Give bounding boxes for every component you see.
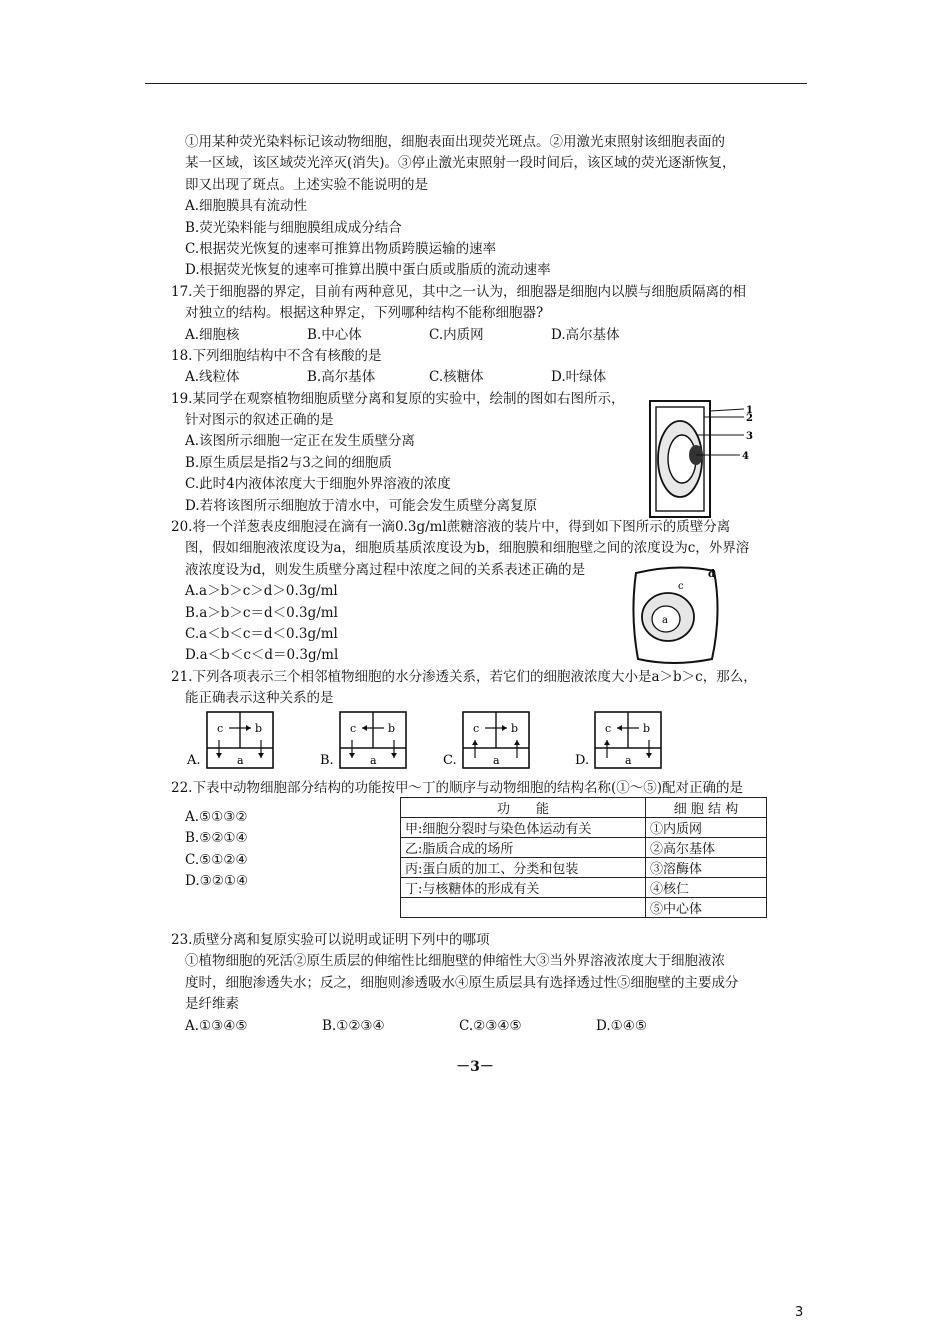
q20-option-c: C.a＜b＜c＝d＜0.3g/ml (185, 625, 338, 642)
q17-option-c: C.内质网 (429, 326, 484, 343)
q18-option-d: D.叶绿体 (551, 369, 607, 386)
q19-option-d: D.若将该图所示细胞放于清水中，可能会发生质壁分离复原 (185, 497, 538, 514)
table-cell: ①内质网 (646, 818, 767, 838)
arrow-head (617, 725, 622, 731)
q21-option-d-figure (575, 712, 661, 768)
arrow-head (258, 753, 264, 758)
q22-options (185, 807, 248, 893)
q17-stem-2: 对独立的结构。根据这种界定，下列哪种结构不能称细胞器? (185, 305, 544, 322)
table-row (401, 898, 767, 918)
table-header-row (401, 798, 767, 818)
page-number-center: －3－ (456, 1059, 494, 1075)
q17-option-a: A.细胞核 (185, 326, 240, 343)
q21-option-a-figure (186, 712, 273, 768)
table-cell: ③溶酶体 (646, 858, 767, 878)
q19-cell-figure (640, 393, 760, 523)
q23-block (171, 930, 795, 1037)
page-number-corner: 3 (795, 1305, 804, 1320)
cell-label-c: c (350, 722, 357, 735)
q16-option-b: B.荧光染料能与细胞膜组成成分结合 (185, 219, 402, 236)
q22-option-a: A.⑤①③② (185, 809, 248, 825)
cell-label-c: c (605, 722, 612, 735)
q19-option-a: A.该图所示细胞一定正在发生质壁分离 (185, 433, 416, 450)
cell-label-b: b (255, 722, 263, 735)
q23-option-a: A.①③④⑤ (185, 1017, 248, 1034)
q21-figures (185, 710, 685, 772)
arrow-head (646, 753, 652, 758)
arrow-head (514, 740, 520, 745)
q18-option-c: C.核糖体 (429, 369, 484, 386)
q20-cell-figure (628, 563, 728, 668)
q16-option-a: A.细胞膜具有流动性 (185, 198, 308, 215)
cell-label-a: a (625, 754, 632, 767)
q19-option-c: C.此时4内液体浓度大于细胞外界溶液的浓度 (185, 476, 451, 493)
table-cell: ②高尔基体 (646, 838, 767, 858)
q20-stem-3: 液浓度设为d，则发生质壁分离过程中浓度之间的关系表述正确的是 (185, 561, 586, 578)
table-row (401, 878, 767, 898)
table-cell: 丙:蛋白质的加工、分类和包装 (401, 858, 646, 878)
q19-stem-1: 19.某同学在观察植物细胞质壁分离和复原的实验中，绘制的图如右图所示， (171, 390, 625, 407)
table-cell: ⑤中心体 (646, 898, 767, 918)
q18-options (185, 367, 795, 388)
q23-option-d: D.①④⑤ (596, 1017, 647, 1034)
cell-label-a: a (370, 754, 377, 767)
fig19-label-4: 4 (742, 451, 749, 462)
q22-stem: 22.下表中动物细胞部分结构的功能按甲～丁的顺序与动物细胞的结构名称(①～⑤)配对正确的是 (171, 780, 744, 796)
q17-option-d: D.高尔基体 (551, 326, 620, 343)
q18-stem: 18.下列细胞结构中不含有核酸的是 (171, 347, 382, 364)
q16-stem-3: 即又出现了斑点。上述实验不能说明的是 (185, 176, 428, 193)
cell-label-b: b (511, 722, 519, 735)
table-cell: ④核仁 (646, 878, 767, 898)
q21-stem-1: 21.下列各项表示三个相邻植物细胞的水分渗透关系，若它们的细胞液浓度大小是a＞b＞c，那么， (171, 668, 757, 685)
q23-stem-2: ①植物细胞的死活②原生质层的伸缩性比细胞壁的伸缩性大③当外界溶液浓度大于细胞液浓 (185, 953, 725, 970)
table-cell: 甲:细胞分裂时与染色体运动有关 (401, 818, 646, 838)
q17-option-b: B.中心体 (307, 326, 362, 343)
q20-option-a: A.a＞b＞c＞d＞0.3g/ml (185, 583, 338, 600)
cell-label-c: c (473, 722, 480, 735)
q23-stem-1: 23.质壁分离和复原实验可以说明或证明下列中的哪项 (171, 932, 490, 948)
q16-stem-1: ①用某种荧光染料标记该动物细胞，细胞表面出现荧光斑点。②用激光束照射该细胞表面的 (185, 134, 725, 150)
q16-stem-2: 某一区域，该区域荧光淬灭(消失)。③停止激光束照射一段时间后，该区域的荧光逐渐恢复， (185, 155, 736, 172)
header-rule (145, 83, 807, 84)
fig20-label-a: a (662, 615, 668, 626)
q17-stem-1: 17.关于细胞器的界定，目前有两种意见，其中之一认为，细胞器是细胞内以膜与细胞质隔离的相 (171, 283, 746, 300)
table-row (401, 838, 767, 858)
q21-option-b-figure (320, 712, 406, 768)
q21-option-c-figure (443, 712, 529, 768)
q16-option-d: D.根据荧光恢复的速率可推算出膜中蛋白质或脂质的流动速率 (185, 262, 551, 279)
fig20-label-d: d (708, 569, 715, 580)
cell-label-a: a (237, 754, 244, 767)
q22-option-b: B.⑤②①④ (185, 830, 248, 847)
fig19-label-1: 1 (746, 405, 753, 416)
q21-option-label: D. (575, 753, 590, 768)
q21-option-label: C. (443, 753, 457, 768)
q20-stem-2: 图，假如细胞液浓度设为a，细胞质基质浓度设为b，细胞膜和细胞壁之间的浓度设为c，外界溶 (185, 540, 750, 557)
cell-label-b: b (388, 722, 396, 735)
q23-options (185, 1016, 795, 1037)
table-cell: 丁:与核糖体的形成有关 (401, 878, 646, 898)
arrow-head (604, 740, 610, 745)
table-row (401, 818, 767, 838)
table-cell (401, 898, 646, 918)
fig19-label-2: 2 (746, 413, 753, 424)
q20-option-b: B.a＞b＞c＝d＜0.3g/ml (185, 604, 338, 621)
table-cell: 乙:脂质合成的场所 (401, 838, 646, 858)
table-row (401, 858, 767, 878)
fig20-label-c: c (678, 581, 684, 592)
q21-stem-2: 能正确表示这种关系的是 (185, 690, 334, 707)
q19-option-b: B.原生质层是指2与3之间的细胞质 (185, 454, 392, 471)
q22-option-d: D.③②①④ (185, 873, 249, 890)
q21-option-label: B. (320, 753, 334, 768)
arrow-head (502, 725, 507, 731)
arrow-head (216, 753, 222, 758)
fig19-label-3: 3 (746, 431, 753, 442)
arrow-head (391, 753, 397, 758)
arrow-head (472, 740, 478, 745)
q22-option-c: C.⑤①②④ (185, 851, 248, 868)
table-header-structure: 细 胞 结 构 (646, 798, 767, 818)
table-header-function: 功 能 (401, 798, 646, 818)
q21-options-svg (185, 710, 685, 772)
cell-label-a: a (493, 754, 500, 767)
arrow-head (362, 725, 367, 731)
q18-option-a: A.线粒体 (185, 369, 240, 386)
q23-option-c: C.②③④⑤ (459, 1017, 522, 1034)
q16-option-c: C.根据荧光恢复的速率可推算出物质跨膜运输的速率 (185, 240, 497, 257)
q17-options (185, 325, 795, 346)
q23-stem-3: 度时，细胞渗透失水；反之，细胞则渗透吸水④原生质层具有选择透过性⑤细胞壁的主要成分 (185, 974, 739, 991)
cell-label-b: b (643, 722, 651, 735)
q21-option-label: A. (187, 753, 201, 768)
q20-stem-1: 20.将一个洋葱表皮细胞浸在滴有一滴0.3g/ml蔗糖溶液的装片中，得到如下图所示的质壁分离 (171, 519, 731, 536)
q20-option-d: D.a＜b＜c＜d＝0.3g/ml (185, 647, 339, 664)
q23-stem-4: 是纤维素 (185, 996, 239, 1013)
arrow-head (246, 725, 251, 731)
arrow-head (349, 753, 355, 758)
q19-stem-2: 针对图示的叙述正确的是 (185, 412, 334, 429)
cell-label-c: c (217, 722, 224, 735)
q18-option-b: B.高尔基体 (307, 369, 376, 386)
q22-table (400, 797, 767, 918)
q23-option-b: B.①②③④ (322, 1017, 385, 1034)
